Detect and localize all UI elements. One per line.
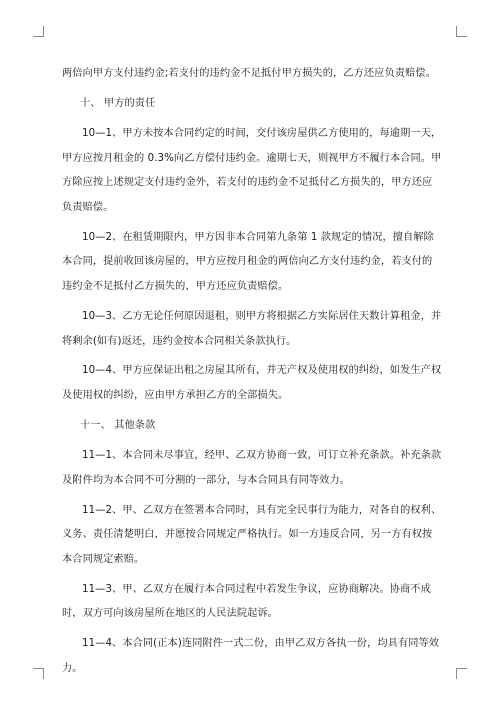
paragraph-continuation: 两倍向甲方支付违约金;若支付的违约金不足抵付甲方损失的，乙方还应负责赔偿。 [62, 68, 436, 79]
crop-mark-top-left [33, 26, 44, 37]
clause-10-2: 10—2、在租赁期限内，甲方因非本合同第九条第 1 款规定的情况，擅自解除本合同，提前收回该房屋的，甲方应按月租金的两倍向乙方支付违约金，若支付的违约金不足抵付乙方损失的，甲方还应负责赔偿。 [62, 231, 434, 292]
clause-11-2: 11—2、甲、乙双方在签署本合同时，具有完全民事行为能力，对各自的权利、义务、责任清楚明白，并愿按合同规定严格执行。如一方违反合同，另一方有权按本合同规定索赔。 [62, 504, 442, 565]
crop-mark-top-right [456, 26, 467, 37]
crop-mark-bottom-right [456, 668, 467, 679]
clause-11-4: 11—4、本合同(正本)连同附件一式二份，由甲乙双方各执一份，均具有同等效力。 [62, 638, 440, 674]
document-body [62, 62, 442, 687]
section-heading-other-terms: 十一、 其他条款 [80, 420, 156, 432]
section-heading-landlord-duties: 十、 甲方的责任 [80, 97, 156, 109]
clause-10-4: 10—4、甲方应保证出租之房屋其所有，并无产权及使用权的纠纷，如发生产权及使用权的纠纷，应由甲方承担乙方的全部损失。 [62, 365, 442, 402]
clause-10-3: 10—3、乙方无论任何原因退租，则甲方将根据乙方实际居住天数计算租金，并将剩余(如有)返还，违约金按本合同相关条款执行。 [62, 310, 442, 347]
clause-11-1: 11—1、本合同未尽事宜，经甲、乙双方协商一致，可订立补充条款。补充条款及附件均为本合同不可分割的一部分，与本合同具有同等效力。 [62, 450, 442, 486]
crop-mark-bottom-left [33, 668, 44, 679]
clause-11-3: 11—3、甲、乙双方在履行本合同过程中若发生争议，应协商解决。协商不成时，双方可向该房屋所在地区的人民法院起诉。 [62, 583, 431, 620]
clause-10-1: 10—1、甲方未按本合同约定的时间，交付该房屋供乙方使用的，每逾期一天，甲方应按月租金的 0.3%向乙方偿付违约金。逾期七天，则视甲方不履行本合同。甲方除应按上述规定支付违约金外，若支付的违约金不足抵付乙方损失的，甲方还应负责赔偿。 [62, 127, 442, 213]
